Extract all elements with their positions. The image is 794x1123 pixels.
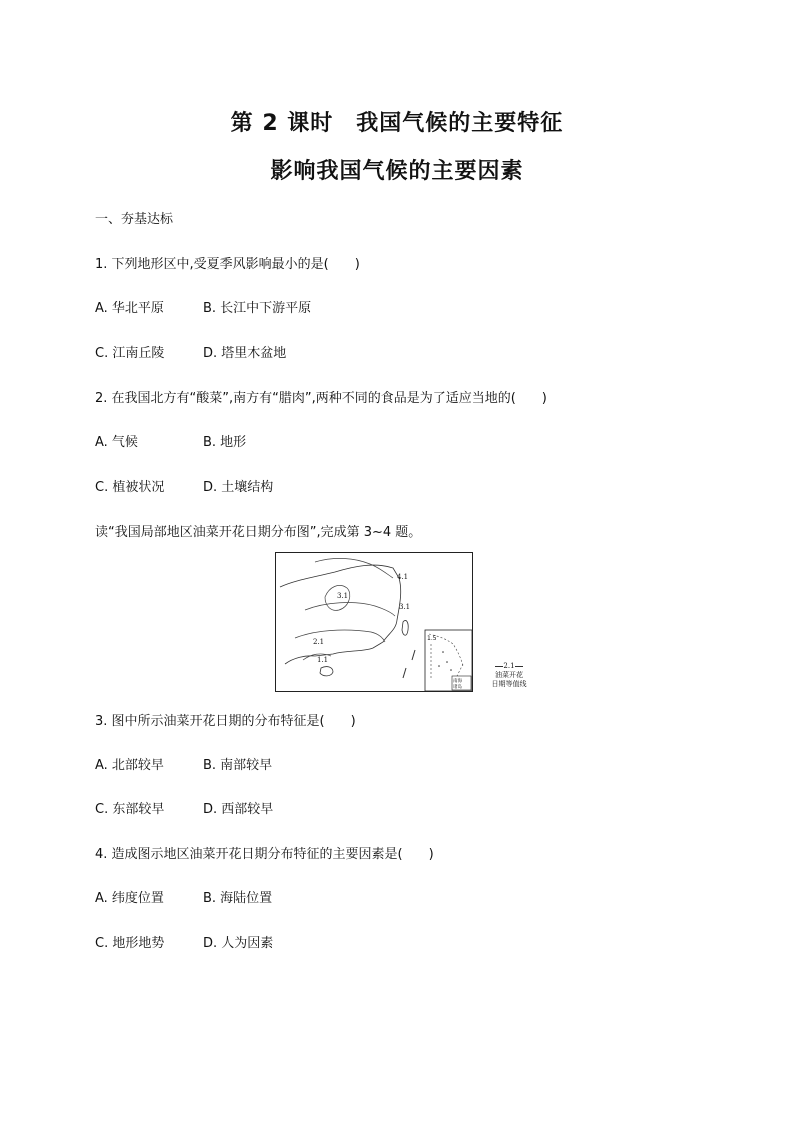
section-heading: 一、夯基达标 [95,212,174,227]
isoline-label: 1.1 [317,656,329,664]
page-subtitle: 影响我国气候的主要因素 [270,159,524,184]
isoline-label: 3.1 [399,603,411,611]
question-1-option-b: B. 长江中下游平原 [203,301,312,316]
rapeseed-flowering-map [275,552,473,692]
isoline-label: 2.1 [313,638,325,646]
question-3-option-d: D. 西部较早 [203,802,274,817]
question-4-option-b: B. 海陆位置 [203,891,273,906]
question-2-option-d: D. 土壤结构 [203,480,274,495]
question-1-option-a: A. 华北平原 [95,301,164,316]
page-title: 第 2 课时 我国气候的主要特征 [230,111,564,136]
legend-value: 2.1 [503,662,515,670]
question-1-option-c: C. 江南丘陵 [95,346,165,361]
question-3-option-b: B. 南部较早 [203,758,273,773]
south-china-sea-inset [425,630,472,691]
question-4-option-a: A. 纬度位置 [95,891,164,906]
legend-label-line2: 日期等值线 [491,680,527,688]
legend-label-line1: 油菜开花 [495,671,523,679]
question-4-option-c: C. 地形地势 [95,936,165,951]
question-1-stem: 1. 下列地形区中,受夏季风影响最小的是( ) [95,257,360,272]
isoline-label: 3.1 [337,592,349,600]
isoline-label: 4.1 [397,573,409,581]
question-4-stem: 4. 造成图示地区油菜开花日期分布特征的主要因素是( ) [95,847,434,862]
question-3-option-a: A. 北部较早 [95,758,164,773]
question-2-option-c: C. 植被状况 [95,480,165,495]
question-2-stem: 2. 在我国北方有“酸菜”,南方有“腊肉”,两种不同的食品是为了适应当地的( ) [95,391,547,406]
question-1-option-d: D. 塔里木盆地 [203,346,287,361]
question-4-option-d: D. 人为因素 [203,936,274,951]
inset-label: 1.5 [427,635,437,642]
map-legend [481,662,537,689]
question-3-option-c: C. 东部较早 [95,802,165,817]
question-2-option-b: B. 地形 [203,435,247,450]
question-3-stem: 3. 图中所示油菜开花日期的分布特征是( ) [95,714,356,729]
reading-instruction: 读“我国局部地区油菜开花日期分布图”,完成第 3~4 题。 [95,525,422,540]
inset-caption-line2: 诸岛 [453,685,462,690]
question-2-option-a: A. 气候 [95,435,138,450]
legend-symbol [481,662,537,671]
inset-caption-line1: 南海 [453,679,462,684]
